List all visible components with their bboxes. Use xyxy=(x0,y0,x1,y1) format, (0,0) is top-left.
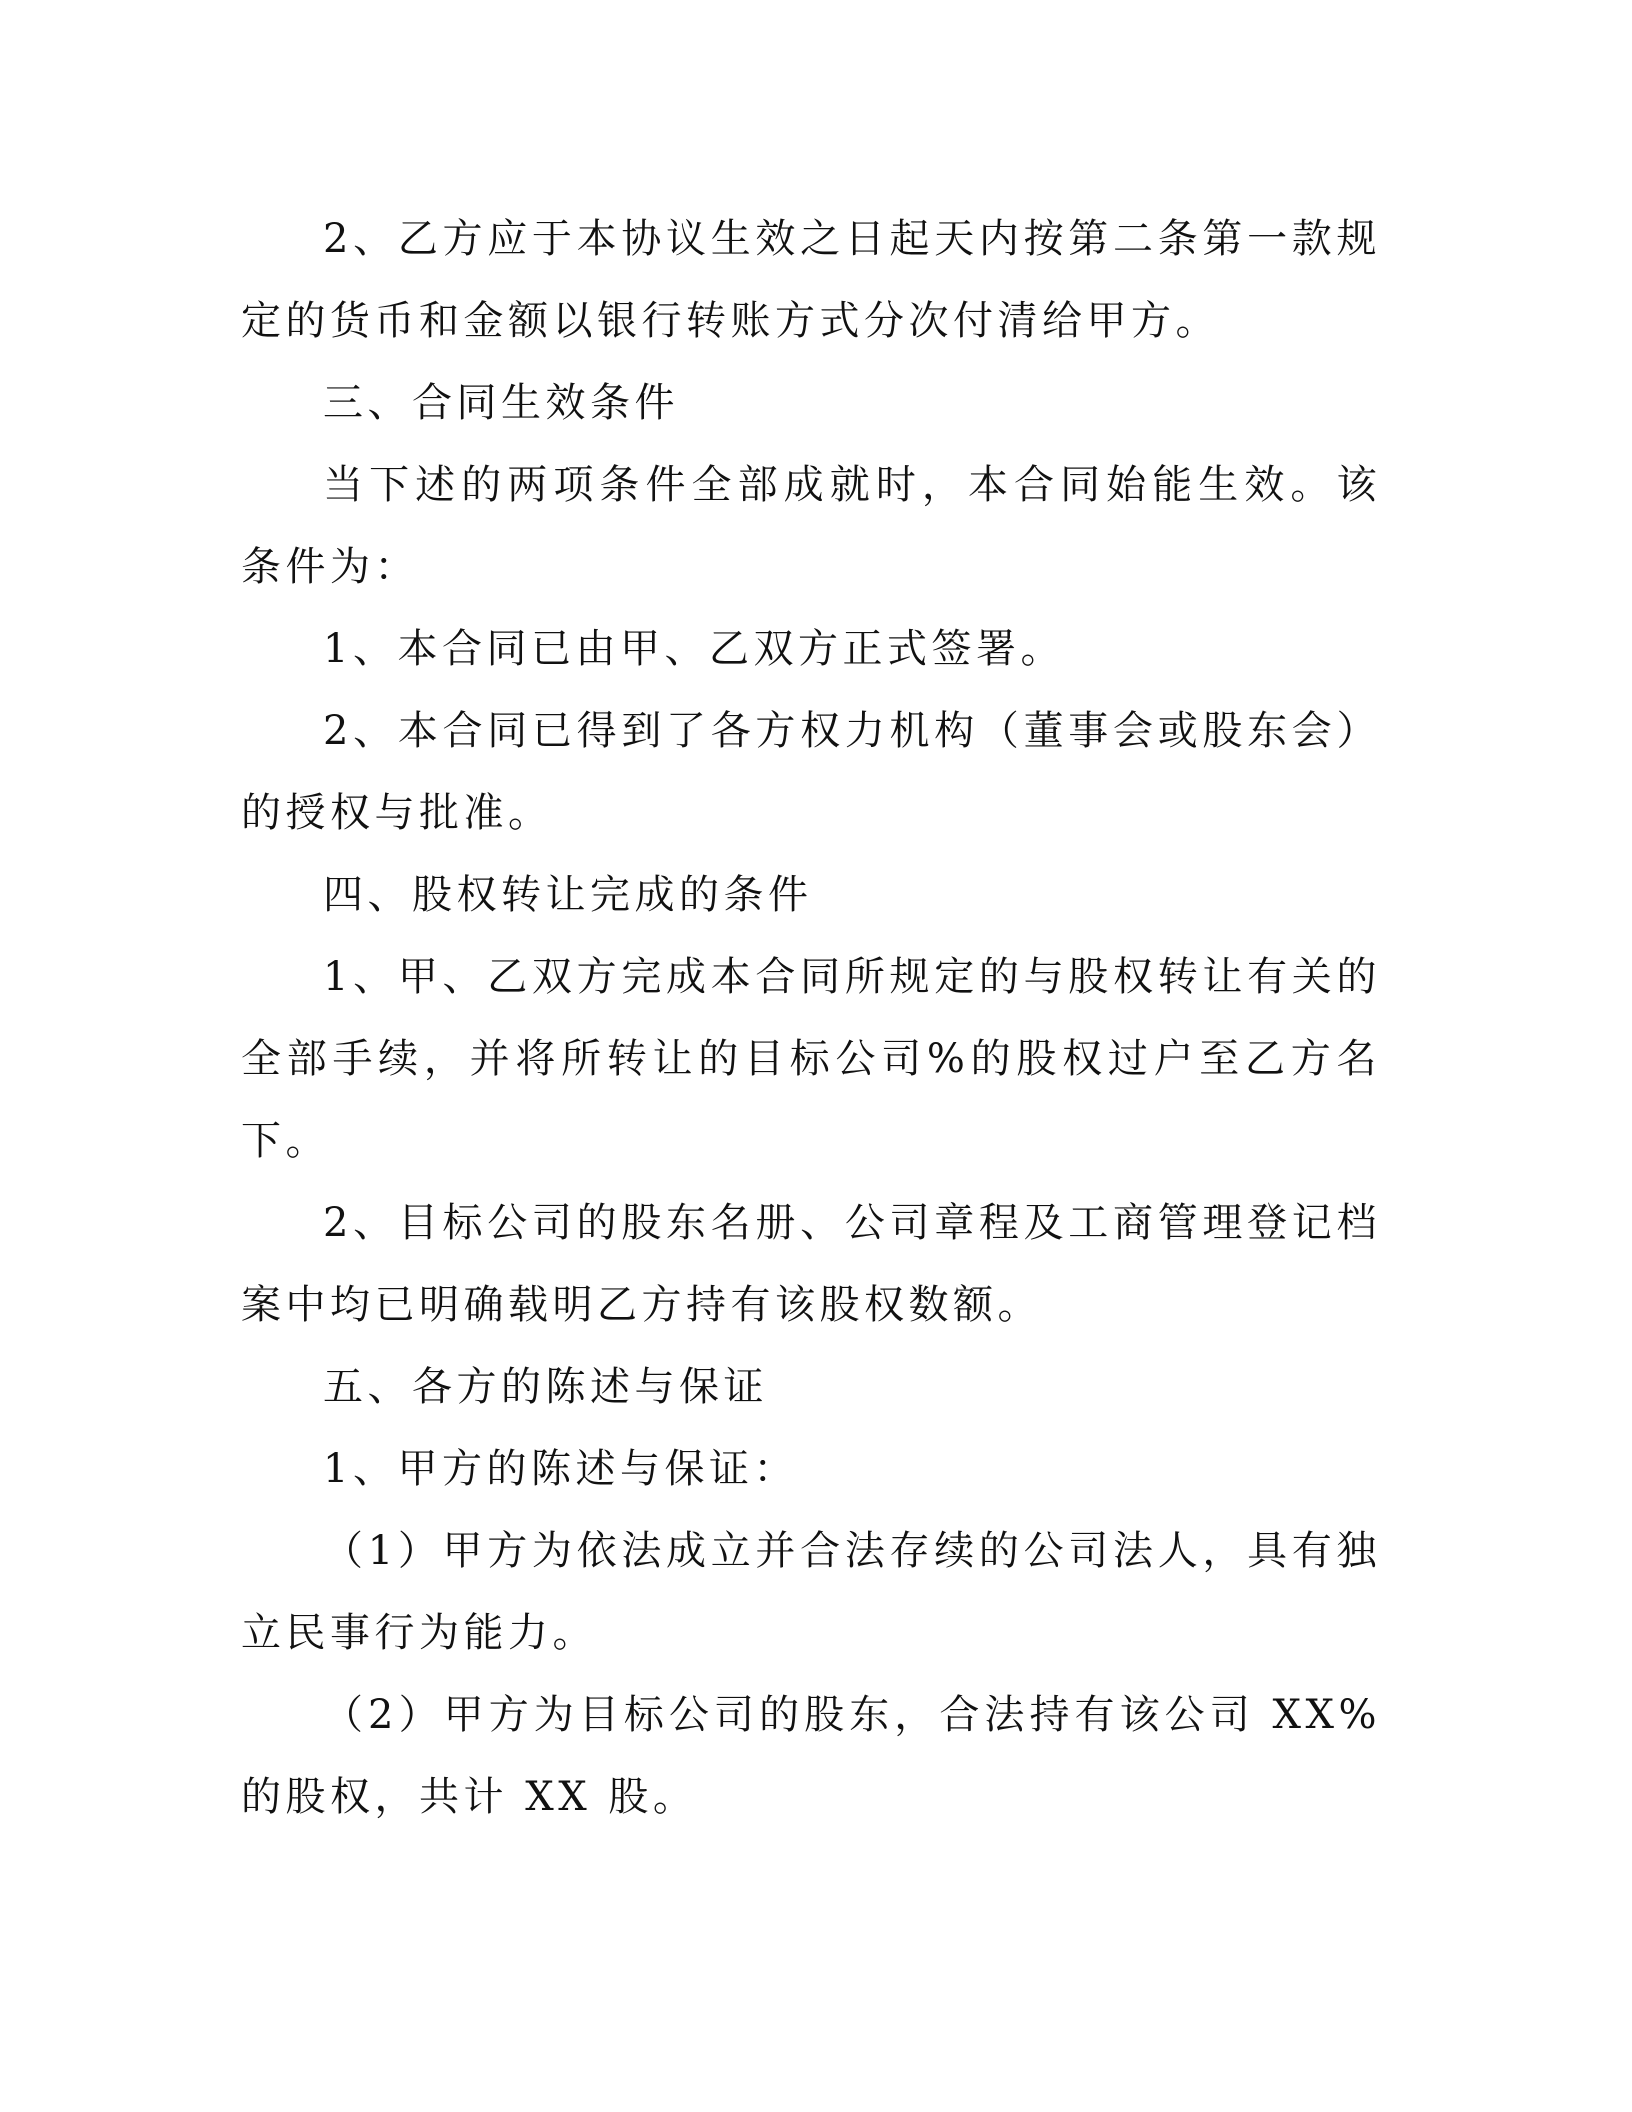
effectiveness-intro: 当下述的两项条件全部成就时，本合同始能生效。该条件为： xyxy=(241,462,1381,590)
section-heading-4: 四、股权转让完成的条件 xyxy=(323,872,813,918)
completion-condition-1: 1、甲、乙双方完成本合同所规定的与股权转让有关的全部手续，并将所转让的目标公司%的股权过户至乙方名下。 xyxy=(241,954,1381,1164)
clause-2-payment: 2、乙方应于本协议生效之日起天内按第二条第一款规定的货币和金额以银行转账方式分次付清给甲方。 xyxy=(241,216,1381,344)
party-a-statement-1: （1）甲方为依法成立并合法存续的公司法人，具有独立民事行为能力。 xyxy=(241,1528,1381,1656)
document-body xyxy=(241,198,1381,1838)
condition-2: 2、本合同已得到了各方权力机构（董事会或股东会）的授权与批准。 xyxy=(241,708,1381,836)
party-a-statement-heading: 1、甲方的陈述与保证： xyxy=(323,1446,798,1492)
completion-condition-2: 2、目标公司的股东名册、公司章程及工商管理登记档案中均已明确载明乙方持有该股权数额。 xyxy=(241,1200,1381,1328)
section-heading-3: 三、合同生效条件 xyxy=(323,380,679,426)
party-a-statement-2: （2）甲方为目标公司的股东，合法持有该公司 XX%的股权，共计 XX 股。 xyxy=(241,1692,1381,1820)
condition-1: 1、本合同已由甲、乙双方正式签署。 xyxy=(323,626,1065,672)
section-heading-5: 五、各方的陈述与保证 xyxy=(323,1364,768,1410)
